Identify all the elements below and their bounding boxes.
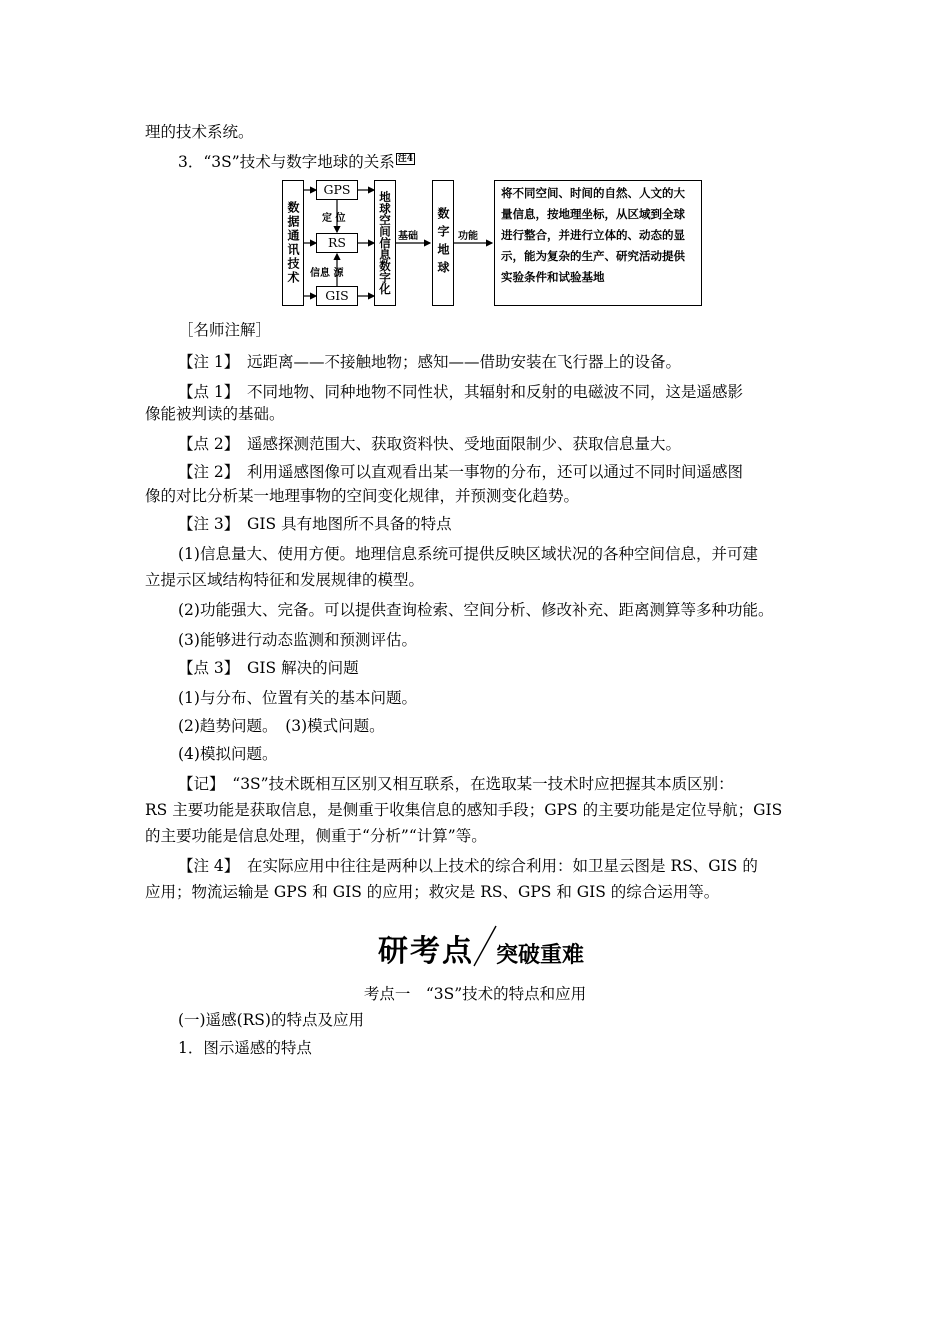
relation-diagram: [282, 178, 702, 308]
note-line: 像的对比分析某一地理事物的空间变化规律，并预测变化趋势。: [145, 487, 580, 505]
note-line: [178, 462, 858, 482]
section-title: [378, 922, 608, 972]
label-xinxiyuan: 信息 源: [310, 268, 344, 279]
note-line: 像能被判读的基础。: [145, 405, 285, 423]
note-line: 的主要功能是信息处理，侧重于“分析”“计算”等。: [145, 827, 487, 845]
note-line: 应用；物流运输是 GPS 和 GIS 的应用；救灾是 RS、GPS 和 GIS 的综合运用等。: [145, 883, 720, 901]
rs-box: RS: [316, 233, 358, 253]
notes-title: ［名师注解］: [178, 321, 272, 339]
note-line: (2)功能强大、完备。可以提供查询检索、空间分析、修改补充、距离测算等多种功能。: [178, 601, 774, 619]
note-tag: 【注 4】: [178, 857, 232, 875]
note-line: [178, 352, 858, 372]
section-title-sub: 突破重难: [496, 943, 585, 968]
function-box: 将不同空间、时间的自然、人文的大量信息，按地理坐标，从区域到全球进行整合，并进行立体的、动态的显示，能为复杂的生产、研究活动提供实验条件和试验基地: [494, 180, 702, 306]
gps-box: GPS: [316, 180, 358, 200]
note-text: 远距离——不接触地物；感知——借助安装在飞行器上的设备。: [231, 353, 682, 371]
note-line: (2)趋势问题。 (3)模式问题。: [178, 717, 385, 735]
note-line: [178, 434, 858, 454]
note-text: 遥感探测范围大、获取资料快、受地面限制少、获取信息量大。: [231, 435, 682, 453]
label-dingwei: 定 位: [322, 213, 346, 224]
subheading-rs: (一)遥感(RS)的特点及应用: [178, 1011, 364, 1029]
digital-earth-label: 数字地球: [436, 207, 450, 279]
note-tag: 【注 1】: [178, 353, 232, 371]
geo-info-label: 地球空间信息数字化: [378, 191, 392, 295]
note-tag: 【点 3】: [178, 659, 232, 677]
note-tag: 【点 2】: [178, 435, 232, 453]
heading-text: 3．“3S”技术与数字地球的关系: [178, 153, 395, 171]
note-line: (1)与分布、位置有关的基本问题。: [178, 689, 417, 707]
data-comm-box: [282, 180, 304, 306]
note-line: [178, 382, 858, 402]
note-line: [178, 658, 858, 678]
subheading-illustration: 1．图示遥感的特点: [178, 1039, 312, 1057]
note-line: [178, 856, 858, 876]
note-tag: 【注 3】: [178, 515, 232, 533]
digital-earth-box: [432, 180, 454, 306]
note-text: 不同地物、同种地物不同性状，其辐射和反射的电磁波不同，这是遥感影: [231, 383, 744, 401]
note-text: 利用遥感图像可以直观看出某一事物的分布，还可以通过不同时间遥感图: [231, 463, 744, 481]
note-line: (4)模拟问题。: [178, 745, 278, 763]
intro-line: 理的技术系统。: [145, 123, 254, 141]
data-comm-label: 数据通讯技术: [286, 201, 300, 285]
note-tag: 【点 1】: [178, 383, 232, 401]
arrow-label-gongneng: 功能: [458, 231, 478, 242]
note-line: RS 主要功能是获取信息，是侧重于收集信息的感知手段；GPS 的主要功能是定位导航；GIS: [145, 801, 783, 819]
geo-info-box: [374, 180, 396, 306]
note-line: 立提示区域结构特征和发展规律的模型。: [145, 571, 425, 589]
note-line: [178, 774, 858, 794]
gis-box: GIS: [316, 286, 358, 306]
note-line: [178, 514, 858, 534]
note-text: “3S”技术既相互区别又相互联系，在选取某一技术时应把握其本质区别：: [216, 775, 734, 793]
note-tag: 【记】: [178, 775, 217, 793]
note-line: (1)信息量大、使用方便。地理信息系统可提供反映区域状况的各种空间信息，并可建: [178, 545, 758, 563]
note-text: GIS 解决的问题: [231, 659, 359, 677]
note-line: (3)能够进行动态监测和预测评估。: [178, 631, 417, 649]
note-text: GIS 具有地图所不具备的特点: [231, 515, 452, 533]
note-text: 在实际应用中往往是两种以上技术的综合利用：如卫星云图是 RS、GIS 的: [231, 857, 758, 875]
heading-3s-digital-earth: [178, 152, 858, 172]
kaodian-heading: 考点一 “3S”技术的特点和应用: [363, 985, 587, 1003]
note-tag: 注4: [397, 153, 413, 164]
arrow-label-jichu: 基础: [398, 231, 418, 242]
note-tag: 【注 2】: [178, 463, 232, 481]
section-title-main: 研考点: [378, 934, 474, 969]
